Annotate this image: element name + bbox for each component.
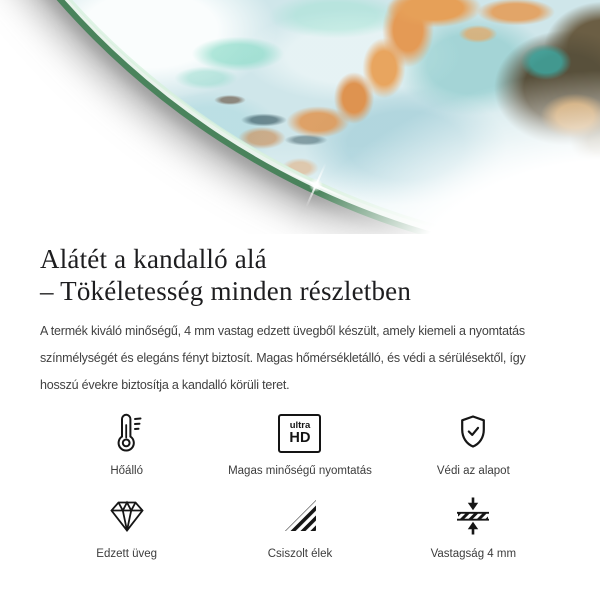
diamond-icon — [105, 493, 149, 539]
polished-edges-icon — [278, 493, 322, 539]
page-title — [40, 243, 560, 307]
description-line: A termék kiváló minőségű, 4 mm vastag edzett üvegből készült, amely kiemeli a nyomtatás — [40, 324, 525, 338]
description-line: színmélységét és elegáns fényt biztosít. Magas hőmérsékletálló, és védi a sérülésektől, így — [40, 351, 526, 365]
ultra-hd-icon-text-top: ultra — [289, 419, 311, 431]
ultra-hd-icon — [278, 410, 321, 456]
feature-tempered-glass — [40, 493, 213, 560]
product-photo — [0, 0, 600, 234]
description-line: hosszú évekre biztosítja a kandalló körüli teret. — [40, 378, 290, 392]
feature-label: Vastagság 4 mm — [430, 548, 517, 560]
feature-thickness — [387, 493, 560, 560]
feature-hd-print — [213, 410, 386, 477]
feature-label: Védi az alapot — [436, 465, 510, 477]
feature-grid — [40, 410, 560, 560]
thickness-icon — [451, 493, 495, 539]
feature-protects-base — [387, 410, 560, 477]
product-info-section — [0, 243, 600, 560]
feature-polished-edges — [213, 493, 386, 560]
page-title-line2: – Tökéletesség minden részletben — [40, 276, 412, 306]
feature-label: Magas minőségű nyomtatás — [228, 465, 372, 477]
page-title-line1: Alátét a kandalló alá — [40, 244, 267, 274]
feature-heat-resistant — [40, 410, 213, 477]
product-description — [40, 318, 560, 399]
feature-label: Csiszolt élek — [267, 548, 333, 560]
feature-label: Hőálló — [110, 465, 143, 477]
shield-check-icon — [451, 410, 495, 456]
thermometer-icon — [105, 410, 149, 456]
feature-label: Edzett üveg — [96, 548, 158, 560]
ultra-hd-icon-text-bottom: HD — [289, 430, 311, 446]
